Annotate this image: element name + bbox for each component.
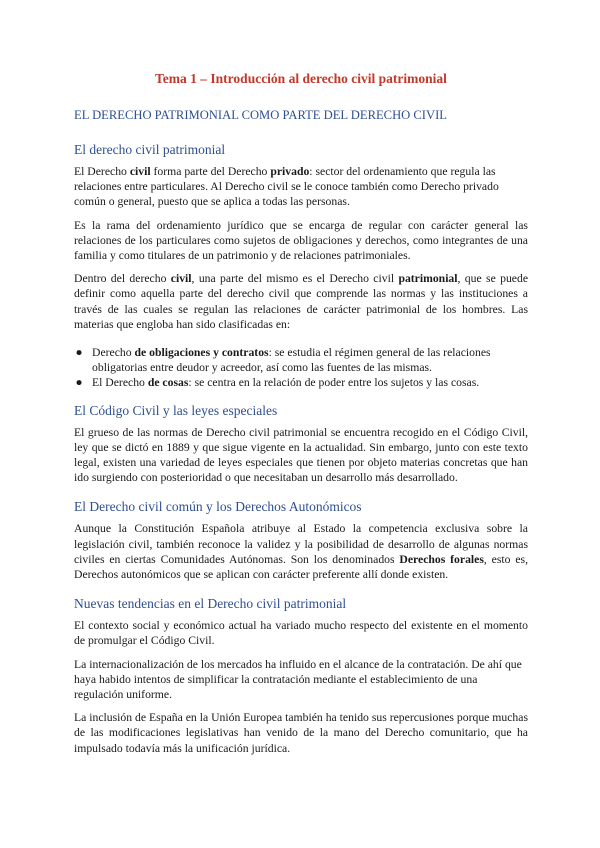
text-run: , que se puede definir como aquella parte del derecho civil que comprende las normas y las instituciones a través de las cuales se regulan las relaciones de carácter patrimonial de los hombres. Las materias que engloba han sido clasificadas en: bbox=[74, 272, 529, 331]
paragraph: El contexto social y económico actual ha variado mucho respecto del existente en el momento de promulgar el Código Civil. bbox=[74, 619, 528, 648]
text-run: El Derecho bbox=[92, 376, 148, 390]
subheading-derecho-civil-patrimonial: El derecho civil patrimonial bbox=[74, 142, 226, 157]
paragraph bbox=[74, 164, 528, 210]
bold-text: de cosas bbox=[147, 376, 189, 390]
list-item bbox=[75, 375, 528, 390]
subheading-nuevas-tendencias: Nuevas tendencias en el Derecho civil patrimonial bbox=[74, 596, 347, 612]
text-run: : sector del ordenamiento que regula las relaciones entre particulares. Al Derecho civil se le conoce también como Derecho privado común o general, puesto que se aplica a todas las personas. bbox=[74, 165, 499, 209]
text-run: : se centra en la relación de poder entre los sujetos y las cosas. bbox=[188, 376, 480, 390]
bold-text: patrimonial bbox=[398, 272, 458, 286]
bullet-icon: ● bbox=[75, 376, 83, 390]
bold-text: civil bbox=[170, 272, 192, 286]
bold-text: civil bbox=[129, 165, 151, 178]
text-run: Dentro del derecho bbox=[74, 272, 171, 286]
text-run: , esto es, Derechos autonómicos que se aplican con carácter preferente allí donde existen. bbox=[74, 552, 529, 582]
text-run: Aunque la Constitución Española atribuye al Estado la competencia exclusiva sobre la legislación civil, también reconoce la validez y la posibilidad de desarrollo de algunas normas civiles en ciertas Comunidades Autónomas. Son los denominados bbox=[74, 522, 528, 566]
text-run: : se estudia el régimen general de las relaciones obligatorias entre deudor y acreedor, así como las fuentes de las mismas. bbox=[92, 346, 491, 375]
paragraph: El grueso de las normas de Derecho civil patrimonial se encuentra recogido en el Código Civil, ley que se dictó en 1889 y que sigue vigente en la actualidad. Sin embargo, junto con este texto legal, existen una variedad de leyes especiales que tienen por objeto materias concretas que han ido surgiendo con posterioridad o que necesitaban un desarrollo más desarrollado. bbox=[74, 425, 528, 485]
text-run: , una parte del mismo es el Derecho civil bbox=[191, 272, 399, 286]
section-heading: EL DERECHO PATRIMONIAL COMO PARTE DEL DERECHO CIVIL bbox=[74, 108, 447, 122]
text-run: forma parte del Derecho bbox=[150, 165, 271, 178]
paragraph bbox=[74, 521, 528, 582]
subheading-codigo-civil: El Código Civil y las leyes especiales bbox=[74, 402, 278, 418]
paragraph bbox=[74, 271, 528, 332]
list-item bbox=[75, 345, 528, 375]
bold-text: privado bbox=[270, 165, 310, 178]
bullet-list bbox=[74, 345, 528, 391]
subheading-derechos-autonomicos: El Derecho civil común y los Derechos Autonómicos bbox=[74, 499, 362, 515]
paragraph: La internacionalización de los mercados ha influido en el alcance de la contratación. De ahí que haya habido intentos de simplificar la contratación mediante el establecimiento de una regulación uniforme. bbox=[74, 657, 522, 702]
paragraph: Es la rama del ordenamiento jurídico que se encarga de regular con carácter general las relaciones de los particulares como sujetos de obligaciones y derechos, como integrantes de una familia y como titulares de un patrimonio y de relaciones patrimoniales. bbox=[74, 218, 528, 263]
paragraph: La inclusión de España en la Unión Europea también ha tenido sus repercusiones porque muchas de las modificaciones legislativas han venido de la mano del Derecho comunitario, que ha impulsado todavía más la unificación jurídica. bbox=[74, 711, 528, 755]
text-run: Derecho bbox=[92, 346, 135, 360]
bullet-icon: ● bbox=[75, 346, 83, 360]
bold-text: de obligaciones y contratos bbox=[134, 346, 269, 360]
text-run: El Derecho bbox=[74, 165, 130, 178]
document-title: Tema 1 – Introducción al derecho civil patrimonial bbox=[155, 71, 447, 86]
bold-text: Derechos forales bbox=[399, 552, 484, 566]
